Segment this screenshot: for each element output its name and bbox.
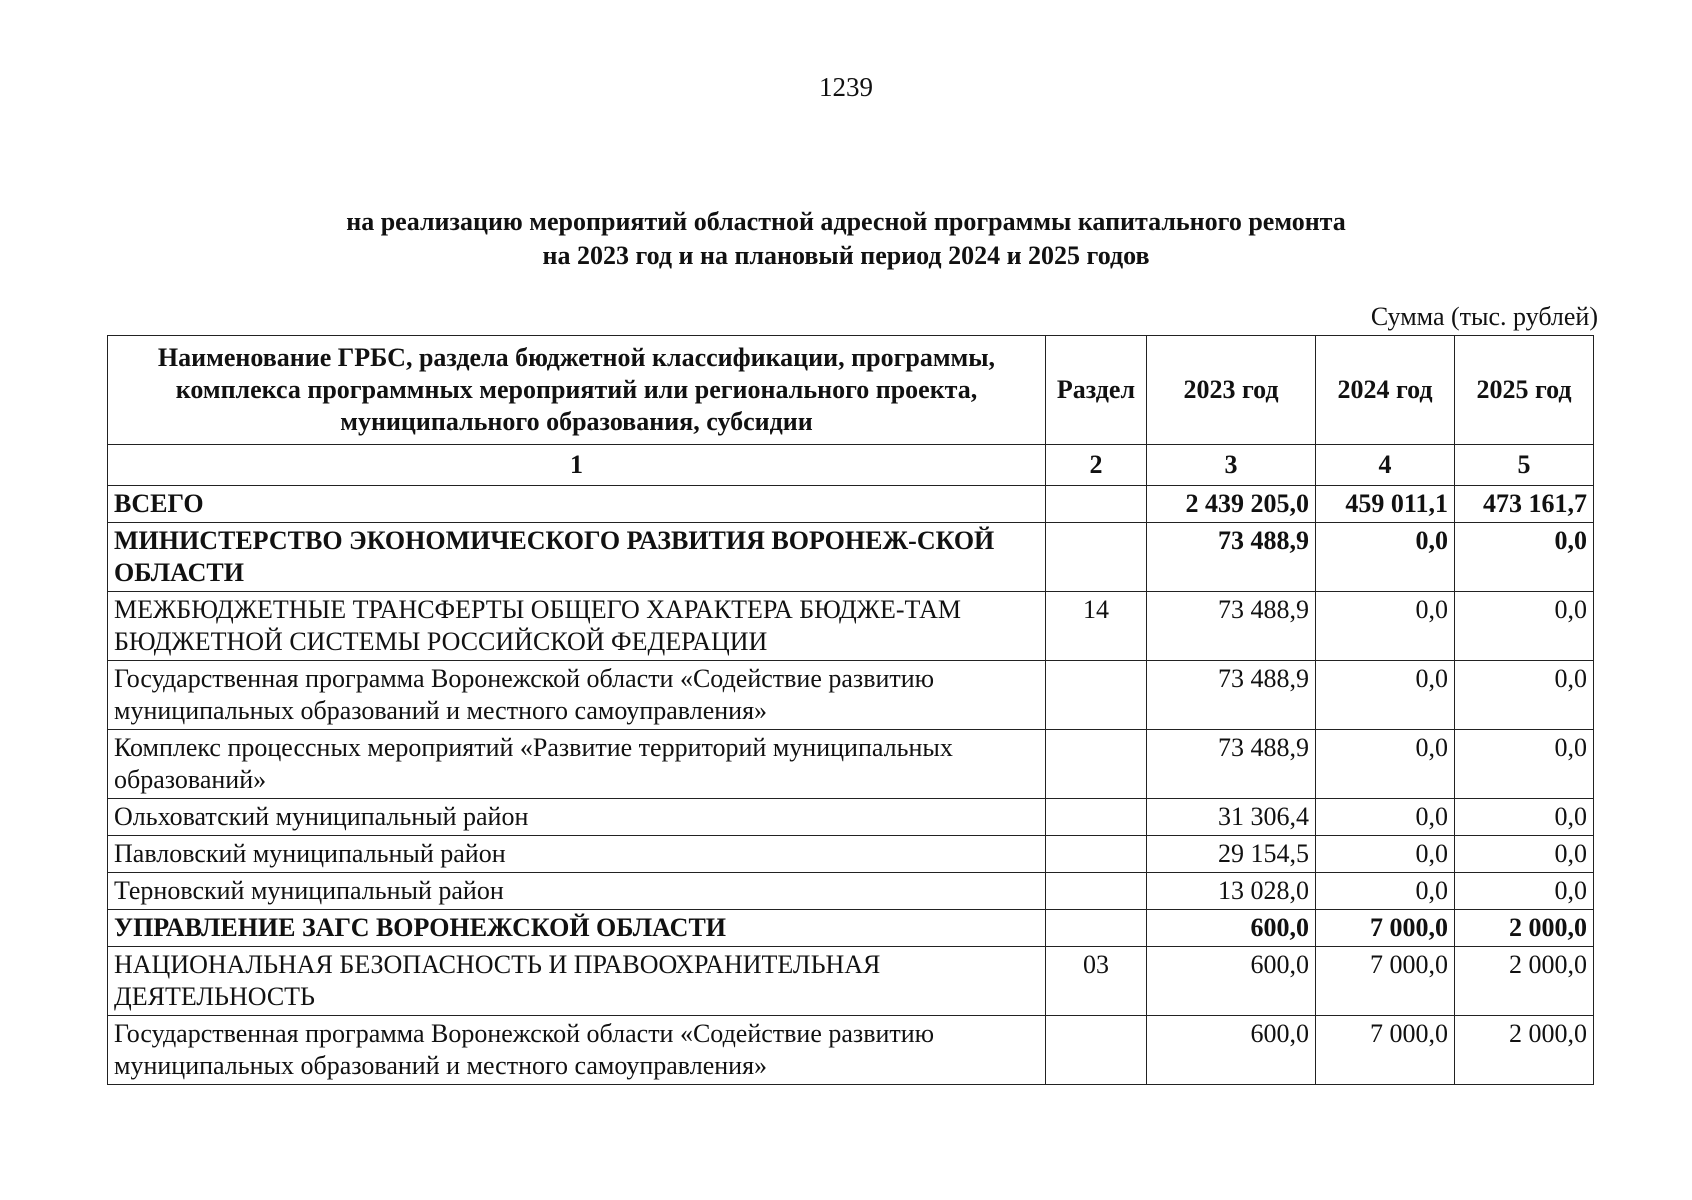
row-2024-cell: 0,0 <box>1316 523 1455 592</box>
row-section-cell <box>1046 910 1147 947</box>
column-number: 3 <box>1147 445 1316 486</box>
row-2025-cell: 0,0 <box>1455 592 1594 661</box>
budget-table <box>107 335 1594 1085</box>
table-body <box>108 445 1594 1085</box>
row-name-cell: Терновский муниципальный район <box>108 873 1046 910</box>
row-2024-cell: 0,0 <box>1316 873 1455 910</box>
row-section-cell <box>1046 873 1147 910</box>
table-row <box>108 486 1594 523</box>
row-section-cell <box>1046 799 1147 836</box>
row-name-cell: ВСЕГО <box>108 486 1046 523</box>
row-2025-cell: 0,0 <box>1455 836 1594 873</box>
row-section-cell <box>1046 836 1147 873</box>
table-row <box>108 910 1594 947</box>
row-2023-cell: 2 439 205,0 <box>1147 486 1316 523</box>
row-name-cell: Ольховатский муниципальный район <box>108 799 1046 836</box>
table-row <box>108 1016 1594 1085</box>
row-2024-cell: 0,0 <box>1316 799 1455 836</box>
row-2023-cell: 600,0 <box>1147 947 1316 1016</box>
column-number: 2 <box>1046 445 1147 486</box>
row-2023-cell: 73 488,9 <box>1147 730 1316 799</box>
row-section-cell: 03 <box>1046 947 1147 1016</box>
row-section-cell <box>1046 661 1147 730</box>
header-name: Наименование ГРБС, раздела бюджетной классификации, программы, комплекса программных мероприятий или регионального проекта, муниципального образования, субсидии <box>108 336 1046 445</box>
row-2024-cell: 0,0 <box>1316 661 1455 730</box>
row-name-cell: Государственная программа Воронежской области «Содействие развитию муниципальных образований и местного самоуправления» <box>108 661 1046 730</box>
column-numbers-row <box>108 445 1594 486</box>
column-number: 1 <box>108 445 1046 486</box>
row-name-cell: НАЦИОНАЛЬНАЯ БЕЗОПАСНОСТЬ И ПРАВООХРАНИТЕЛЬНАЯ ДЕЯТЕЛЬНОСТЬ <box>108 947 1046 1016</box>
table-row <box>108 661 1594 730</box>
header-2025: 2025 год <box>1455 336 1594 445</box>
column-number: 4 <box>1316 445 1455 486</box>
row-name-cell: Павловский муниципальный район <box>108 836 1046 873</box>
header-section: Раздел <box>1046 336 1147 445</box>
row-name-cell: МИНИСТЕРСТВО ЭКОНОМИЧЕСКОГО РАЗВИТИЯ ВОРОНЕЖ-СКОЙ ОБЛАСТИ <box>108 523 1046 592</box>
row-2025-cell: 2 000,0 <box>1455 947 1594 1016</box>
table-header-row <box>108 336 1594 445</box>
row-2024-cell: 0,0 <box>1316 730 1455 799</box>
row-name-cell: УПРАВЛЕНИЕ ЗАГС ВОРОНЕЖСКОЙ ОБЛАСТИ <box>108 910 1046 947</box>
table-row <box>108 947 1594 1016</box>
row-2024-cell: 0,0 <box>1316 836 1455 873</box>
row-2025-cell: 0,0 <box>1455 661 1594 730</box>
row-2024-cell: 0,0 <box>1316 592 1455 661</box>
row-name-cell: Комплекс процессных мероприятий «Развитие территорий муниципальных образований» <box>108 730 1046 799</box>
table-row <box>108 799 1594 836</box>
row-2023-cell: 600,0 <box>1147 910 1316 947</box>
row-2023-cell: 31 306,4 <box>1147 799 1316 836</box>
row-section-cell <box>1046 523 1147 592</box>
row-2025-cell: 2 000,0 <box>1455 1016 1594 1085</box>
row-name-cell: МЕЖБЮДЖЕТНЫЕ ТРАНСФЕРТЫ ОБЩЕГО ХАРАКТЕРА БЮДЖЕ-ТАМ БЮДЖЕТНОЙ СИСТЕМЫ РОССИЙСКОЙ ФЕДЕРАЦИИ <box>108 592 1046 661</box>
row-name-cell: Государственная программа Воронежской области «Содействие развитию муниципальных образований и местного самоуправления» <box>108 1016 1046 1085</box>
header-2023: 2023 год <box>1147 336 1316 445</box>
row-2025-cell: 0,0 <box>1455 523 1594 592</box>
row-section-cell <box>1046 1016 1147 1085</box>
row-2024-cell: 7 000,0 <box>1316 1016 1455 1085</box>
row-2025-cell: 0,0 <box>1455 730 1594 799</box>
row-section-cell <box>1046 486 1147 523</box>
row-2025-cell: 2 000,0 <box>1455 910 1594 947</box>
table-row <box>108 730 1594 799</box>
row-2023-cell: 73 488,9 <box>1147 592 1316 661</box>
table-row <box>108 523 1594 592</box>
row-section-cell <box>1046 730 1147 799</box>
column-number: 5 <box>1455 445 1594 486</box>
table-row <box>108 873 1594 910</box>
document-title-line-1: на реализацию мероприятий областной адресной программы капитального ремонта <box>346 207 1346 236</box>
row-2023-cell: 600,0 <box>1147 1016 1316 1085</box>
table-row <box>108 836 1594 873</box>
page-number: 1239 <box>819 72 873 102</box>
table-row <box>108 592 1594 661</box>
row-2023-cell: 73 488,9 <box>1147 523 1316 592</box>
row-2025-cell: 0,0 <box>1455 799 1594 836</box>
document-title <box>0 205 1692 273</box>
header-2024: 2024 год <box>1316 336 1455 445</box>
row-section-cell: 14 <box>1046 592 1147 661</box>
row-2024-cell: 7 000,0 <box>1316 910 1455 947</box>
document-title-line-2: на 2023 год и на плановый период 2024 и 2025 годов <box>542 241 1150 270</box>
row-2023-cell: 29 154,5 <box>1147 836 1316 873</box>
row-2023-cell: 73 488,9 <box>1147 661 1316 730</box>
units-caption: Сумма (тыс. рублей) <box>1370 302 1598 331</box>
row-2025-cell: 473 161,7 <box>1455 486 1594 523</box>
row-2025-cell: 0,0 <box>1455 873 1594 910</box>
row-2024-cell: 459 011,1 <box>1316 486 1455 523</box>
row-2024-cell: 7 000,0 <box>1316 947 1455 1016</box>
row-2023-cell: 13 028,0 <box>1147 873 1316 910</box>
